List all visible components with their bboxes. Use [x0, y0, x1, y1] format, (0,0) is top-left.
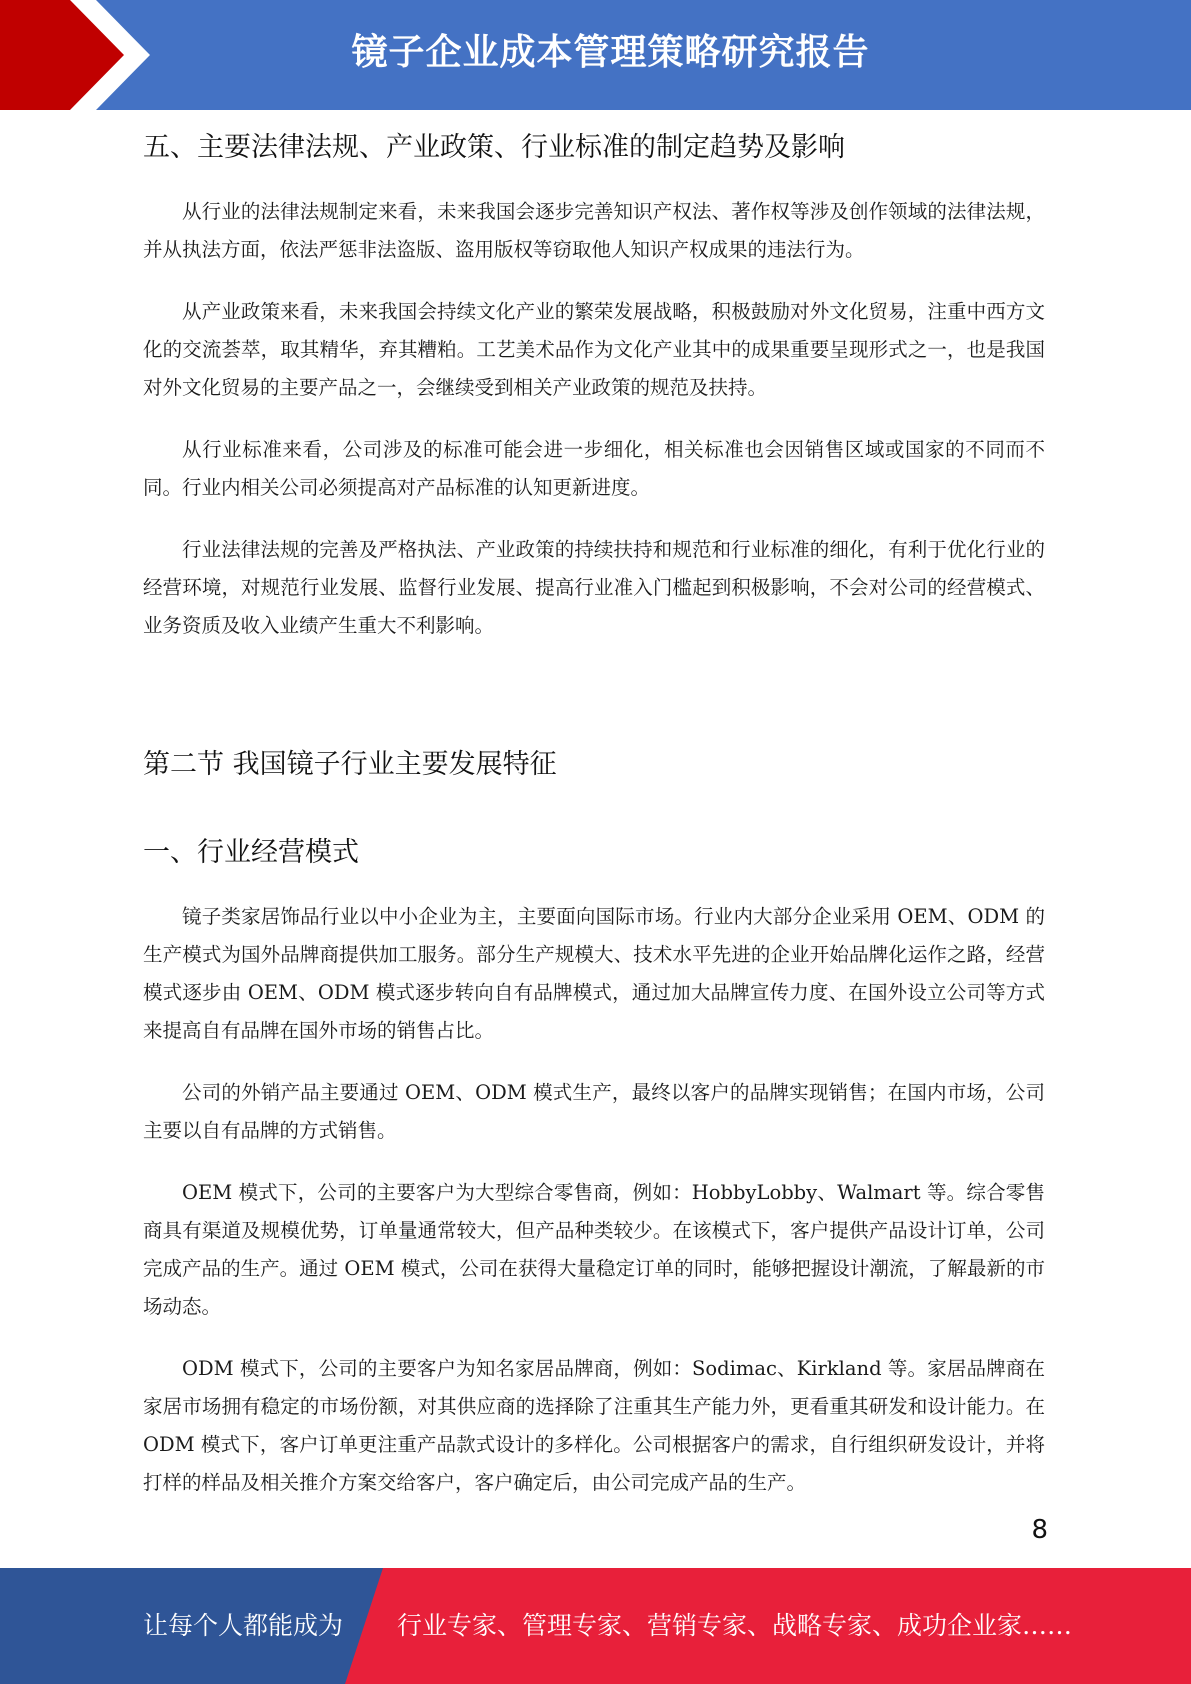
- footer-banner: [0, 1568, 1191, 1684]
- paragraph: 从产业政策来看，未来我国会持续文化产业的繁荣发展战略，积极鼓励对外文化贸易，注重中西方文化的交流荟萃，取其精华，弃其糟粕。工艺美术品作为文化产业其中的成果重要呈现形式之一，也是我国对外文化贸易的主要产品之一，会继续受到相关产业政策的规范及扶持。: [143, 300, 1045, 399]
- paragraph: 镜子类家居饰品行业以中小企业为主，主要面向国际市场。行业内大部分企业采用 OEM、ODM 的生产模式为国外品牌商提供加工服务。部分生产规模大、技术水平先进的企业开始品牌化运作之路，经营模式逐步由 OEM、ODM 模式逐步转向自有品牌模式，通过加大品牌宣传力度、在国外设立公司等方式来提高自有品牌在国外市场的销售占比。: [143, 905, 1045, 1042]
- section-heading-laws: 五、主要法律法规、产业政策、行业标准的制定趋势及影响: [143, 132, 845, 163]
- paragraph: 公司的外销产品主要通过 OEM、ODM 模式生产，最终以客户的品牌实现销售；在国内市场，公司主要以自有品牌的方式销售。: [143, 1081, 1045, 1142]
- paragraph: 行业法律法规的完善及严格执法、产业政策的持续扶持和规范和行业标准的细化，有利于优化行业的经营环境，对规范行业发展、监督行业发展、提高行业准入门槛起到积极影响，不会对公司的经营模式、业务资质及收入业绩产生重大不利影响。: [143, 538, 1045, 637]
- footer-slogan-right: 行业专家、管理专家、营销专家、战略专家、成功企业家……: [397, 1611, 1073, 1640]
- red-chevron-icon: [0, 0, 160, 110]
- paragraph: ODM 模式下，公司的主要客户为知名家居品牌商，例如：Sodimac、Kirkland 等。家居品牌商在家居市场拥有稳定的市场份额，对其供应商的选择除了注重其生产能力外，更看重其研发和设计能力。在 ODM 模式下，客户订单更注重产品款式设计的多样化。公司根据客户的需求，自行组织研发设计，并将打样的样品及相关推介方案交给客户，客户确定后，由公司完成产品的生产。: [143, 1357, 1045, 1494]
- header-bar: [0, 0, 1191, 110]
- page-number: 8: [1031, 1515, 1048, 1545]
- paragraph: 从行业标准来看，公司涉及的标准可能会进一步细化，相关标准也会因销售区域或国家的不同而不同。行业内相关公司必须提高对产品标准的认知更新进度。: [143, 438, 1045, 499]
- paragraph: 从行业的法律法规制定来看，未来我国会逐步完善知识产权法、著作权等涉及创作领域的法律法规，并从执法方面，依法严惩非法盗版、盗用版权等窃取他人知识产权成果的违法行为。: [143, 200, 1045, 261]
- chapter-heading-development: 第二节 我国镜子行业主要发展特征: [143, 749, 557, 780]
- report-title: 镜子企业成本管理策略研究报告: [351, 32, 870, 73]
- document-body: [143, 128, 1045, 1502]
- section-heading-business-model: 一、行业经营模式: [143, 837, 359, 868]
- paragraph: OEM 模式下，公司的主要客户为大型综合零售商，例如：HobbyLobby、Walmart 等。综合零售商具有渠道及规模优势，订单量通常较大，但产品种类较少。在该模式下，客户提供产品设计订单，公司完成产品的生产。通过 OEM 模式，公司在获得大量稳定订单的同时，能够把握设计潮流，了解最新的市场动态。: [143, 1181, 1045, 1318]
- footer-slogan-left: 让每个人都能成为: [143, 1611, 344, 1640]
